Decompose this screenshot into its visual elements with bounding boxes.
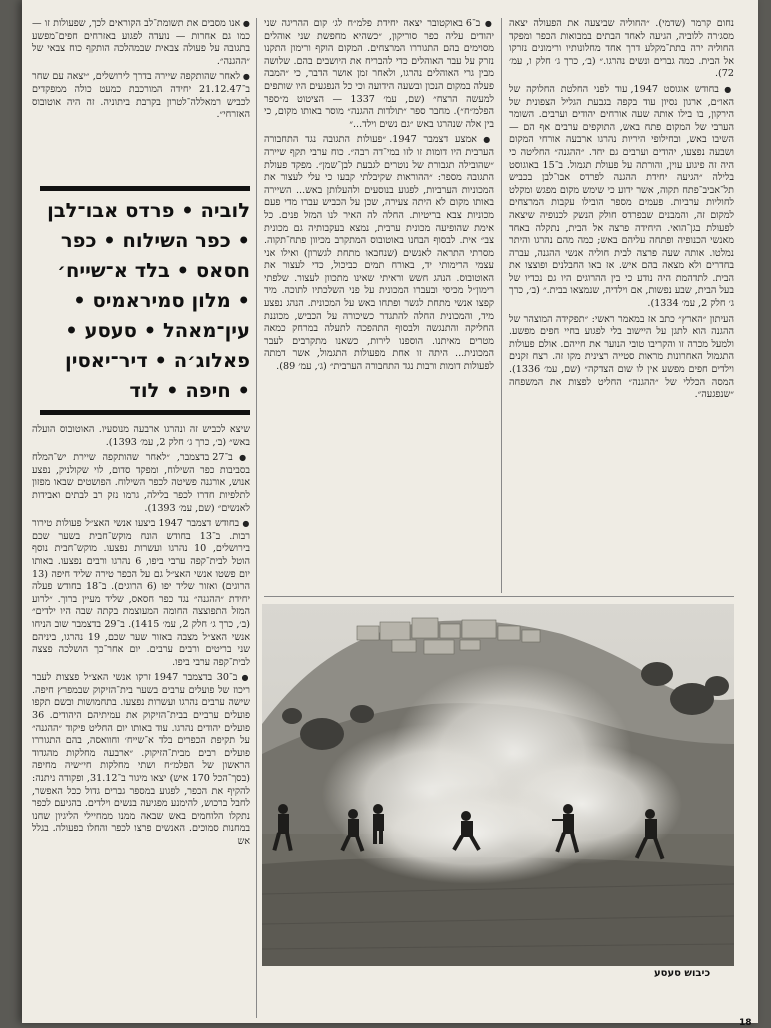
places-line: חסאס • בלד א־שייח׳ (57, 259, 250, 282)
paragraph: ● בחודש אוגוסט 1947, עוד לפני החלטת החלוקה של האו״ם, ארגון נסיון עוד בקפה בגבעת הגליל הצפונית של הירקון, בו בילו אותה שעה אורחים יהודים וערבים. השומר הערבי של המקום פתח באש, התוקפים ערבים אף הם — השיבו באש, ובחילופי היריות נהרגו ארבעה אורחי המקום ושבעה נפצעו, יהודים וערבים גם יחד. ״ההגנה״ החליטה כי היה זה פיגוע עוין, והורתה על פעולת תגמול. ב־15 באוגוסט בלילה ״הגיעה יחידת ההגנה לפרדס אבו־לבן בכביש תל־אביב־פתח תקוה, אשר ידוע כי שימש מקום מפגש ומקלט לחוליות ערביות. פעמים מספר הובילו עקבות המרצחים למקום זה, והמבנים שבפרדס חולק הנשק לכנופיה שיצאה לפעולת בגן־הואי. היחידה פרצה אל הבית, נתקלה באחד מאנשי הכנופיה ופתחה עליהם באש; כמה מהם נהרגו והיתר נמלטו. אותה שעה פרצה לבית חוליה אנשי ההגנה, עברה בחדרים ולא מצאה בהם איש. אז באו החבלנים ופוצצו את הבית. לתדהמת היה נודע כי בין ההרוגים היו גם נכדיו של בעל הבית, שבע נפשות, אם וילדיה, שנמצאו בבית.״ (ב׳, כרך ג׳ חלק 2, עמ׳ 1334). (509, 84, 734, 311)
places-box-bottom-rule (40, 410, 250, 415)
places-box-top-rule (40, 186, 250, 191)
article-column-left-top (32, 18, 250, 170)
article-column-middle (264, 18, 494, 588)
paragraph: ● ב־6 באוקטובר יצאה יחידת פלמ״ח לג׳ קום ההריגה שני יהודים עליה כפר סוריקון, ״כשהיא מחפשת שני אוהלים מסוימים בהם התגוררו המרצחים. המקום הוקף ורימון התקנו נזרק על עבר האוהלים כדי להבריח את היושבים בהם. שלושה מבין גרי האוהלים נהרגו, ולאחר זמן אושר הדבר, כי ״המבה פעלה במקום הנכון ובשעה הידועה וכי כל הנפגעים היו שותפים למעשה הרצח״ (שם, עמ׳ 1337 — הציטוט מ״ספר הפלמ״ח״). מחבר ספר ״תולדות ההגנה״ מוסר באותו מקום, כי בין אלה שנהרגו באש ״גם נשים וילד...״ (264, 18, 494, 131)
places-line: • חיפה • לוד (129, 379, 250, 402)
paragraph: שיצא לכביש זה ונהרגו ארבעה מנוסעיו. האוטובוס הועלה באש״ (ב׳, כרך ג׳ חלק 2, עמ׳ 1393). (32, 424, 250, 448)
article-column-right (509, 18, 734, 588)
battle-photo-icon (262, 604, 734, 966)
places-list (40, 196, 250, 406)
section-divider (264, 596, 734, 597)
paragraph: העיתון ״הארץ״ כתב אז במאמר ראשי: ״תפקידה המוצהר של ההגנה הוא לתגן על היישוב בלי לפגוע בחיי חפים מפשע. ולמעל מכרה זו והקריבו טובי הנוער את חייהם. אולם פעולות התגמול האחרונות מראות סטייה רצינית מקו זה. רצח זקנים וילדים חפים מפשע אין לו שום הצדקה״ (שם, עמ׳ 1336). המסה הכללי של ״ההגנה״ החליט לפצות את המשפחה ״שנפגעה״. (509, 313, 734, 401)
column-divider (501, 18, 502, 593)
paragraph: ● אמצע דצמבר 1947. ״פעולות התגובה נגד התחבורה הערבית היו דומות זו לזו במי־דה רבה״. כוח ערבי תקף שיירה ״שהובילה תגבורת של נוטרים לגבעת לבן־שמן״. מפקד פעולת התגובה מספר: ״ההוראות שקיבלתי קבעו כי עלי לעצור את המכוניות הערביות, לפגוע בנוסעים ולהעלותן באש... השיירה באותו מקום לא היתה צעירה, שכן על הכביש עברו מדי פעם מכוניות צבא בריטיות. החלה לה האיר לנו המזל פנים. כל אימת שהופיעה מכונית ערבית, נמצא בעקבותיה גם מכונית צב״ אית. לבסוף הבחנו באוטובוס המתקרב מכיוון פתח־תקוה. מסרתי התראה לאנשים (שנחבאו מתחת לגשרון) ואילו אני עצמי הרימותי יד, באורח תמים כביכול, כדי לעצור את האוטובוס. הנהג חשש וראיתי שאינו מתכוון לעצור. שלפתי רימון״ל מכיסי ובעברו המכונית על פני השלכתיו לתוכה. מיד קפצו אנשי מתחת לגשר ופתחו באש על המכונית. הנהג נפצע מיד, והמכונית החלה להתגדר כשיכורה על הכביש, מכוננת החליקה והתנגשה ולבסוף התהפכה לתעלה במרחק כמאה מטרים מאיתנו. הוספנו לירות, כשאנו מתקרבים לעבר המכונית... היתה זו אחת מפעולות התגמול, אשר דמתה לפעולות דומות ורבות נגד התחבורה הערבית״ (ג׳, עמ׳ 89). (264, 134, 494, 373)
photo-caption: כיבוש סעסע (654, 968, 711, 979)
paragraph: ● אנו מסבים את תשומת־לב הקוראים לכך, שפעולות זו — כמו גם אחרות — נועדה לפגוע באזרחים חפים־מפשע בתגובה על פעולה צבאית שבמהלכה הותקף כוח צבאי של ״ההגנה״. (32, 18, 250, 68)
page-content (32, 18, 752, 1028)
paragraph: ● בחודש דצמבר 1947 ביצעו אנשי האצ״ל פעולות טירור רבות. ב־13 בחודש הונח מוקש־חבית בשער שכם בירושלים, 10 נהרגו ועשרות נפצעו. מוקש־חבית נוסף הוטל לבית־קפה ערבי ביפו, 6 נהרגו ורבים נפצעו. באותו יום פשטו אנשי האצ״ל גם על הכפר טירה שליד חיפה (13 הרוגים) ואזור שליד יפו (6 הרוגים). ב־18 בחודש פעלה יחידת ״ההגנה״ נגד כפר חסאס, שליד מעיין ברוך. ״לרוע המזל התפוצצה החומה המעוצמת בקתה שבה היו ילדים״ (ב׳, כרך ג׳ חלק 2, עמ׳ 1415). ב־29 בדצמבר שוב הניחו אנשי האצ״ל מצבה באזור שער שכם, 19 נהרגו, ביניהם שני בריטים ורבים ערבים. יום אחר־כך הושלכה פצצה לבית־קפה ערבי ביפו. (32, 518, 250, 669)
paragraph: ● לאחר שהותקפה שיירה בדרך לירושלים, ״יצאה עם שחר ב־21.12.47 יחידה המורכבת כמעט כולה ממפקדים לכביש רמאללה־לטרון בקרבת ביתוניה. זה היה אוטובוס האזרחי״. (32, 71, 250, 121)
paragraph: נחום קרמר (שדמי). ״החוליה שביצעה את הפעולה יצאה מסג׳רה ללוביה, הגיעה לאחד הבתים במבואות הכפר ומפקד החוליה ירה בתת־מקלע דרך אחד מחלונותיו ורימונים נזרקו אל הבית. כמה גברים ונשים נהרגו.״ (ב׳, כרך ג׳ חלק ו, עמ׳ 72). (509, 18, 734, 80)
places-line: • כפר השילוח • כפר (60, 229, 250, 252)
paragraph: ● ב־27 בדצמבר, ״לאחר שהותקפה שיירת יש־המלח בסביבות כפר השילוח, ומפקד סדום, לוי שקולניק, נפצע אנוש, אורגנה פשיטה לכפר השילוח. הפושטים שבאו מפזון לתלפיות חדרו לכפר בלילה, גרמו נזק רב לבתים ואבידות לאנשים״ (שם, עמ׳ 1393). (32, 452, 250, 515)
places-line: לוביה • פרדס אבו־לבן (47, 199, 250, 222)
paragraph: ● ב־30 בדצמבר 1947 זרקו אנשי האצ״ל פצצות לעבר ריכוז של פועלים ערבים בשער בית־הזיקוק שבמפרץ חיפה. שישה ערבים נהרגו ועשרות נפצעו. בתחמושות ובשם תקפו פועלים ערביים בבית־הזיקוק את עמיתיהם היהודים. 36 פועלים יהודים נהרגו. עוד באותו יום החליט פיקוד ״ההגנה״ על תקיפת הכפרים בלד א־שייח׳ וחוואסה, בהם התגוררו פועלים רבים מבית־הזיקוק. ״ארבעה מחלקות מהגדוד הראשון של הפלמ״ח ושתי מחלקות חי״שיה מחיפה (בסך־הכל 170 איש) יצאו מיגור ב־31.12, ופקודה ניתנה: להקיף את הכפר, לפגוע במספר גברים גדול ככל האפשר, לחבל ברכוש, להימנע מפגיעה בנשים וילדים. בהגיעם לכפר נתקלו הלוחמים באש שבאה ממנו ממחיילי הליגיון שחנו במחנות סמוכים. האנשים פרצו לכפר והחלו בפעולה. בגלל אש (32, 672, 250, 848)
column-divider (256, 18, 257, 1018)
article-column-left-bottom (32, 424, 250, 1018)
places-line: עין־מאהל • סעסע • (65, 319, 250, 342)
newspaper-page (22, 0, 758, 1028)
places-line: פאלוג׳ה • דיר־יאסין (65, 349, 250, 372)
places-line: • מלון סמיראמיס • (73, 289, 250, 312)
page-number: 18 (739, 1018, 752, 1028)
